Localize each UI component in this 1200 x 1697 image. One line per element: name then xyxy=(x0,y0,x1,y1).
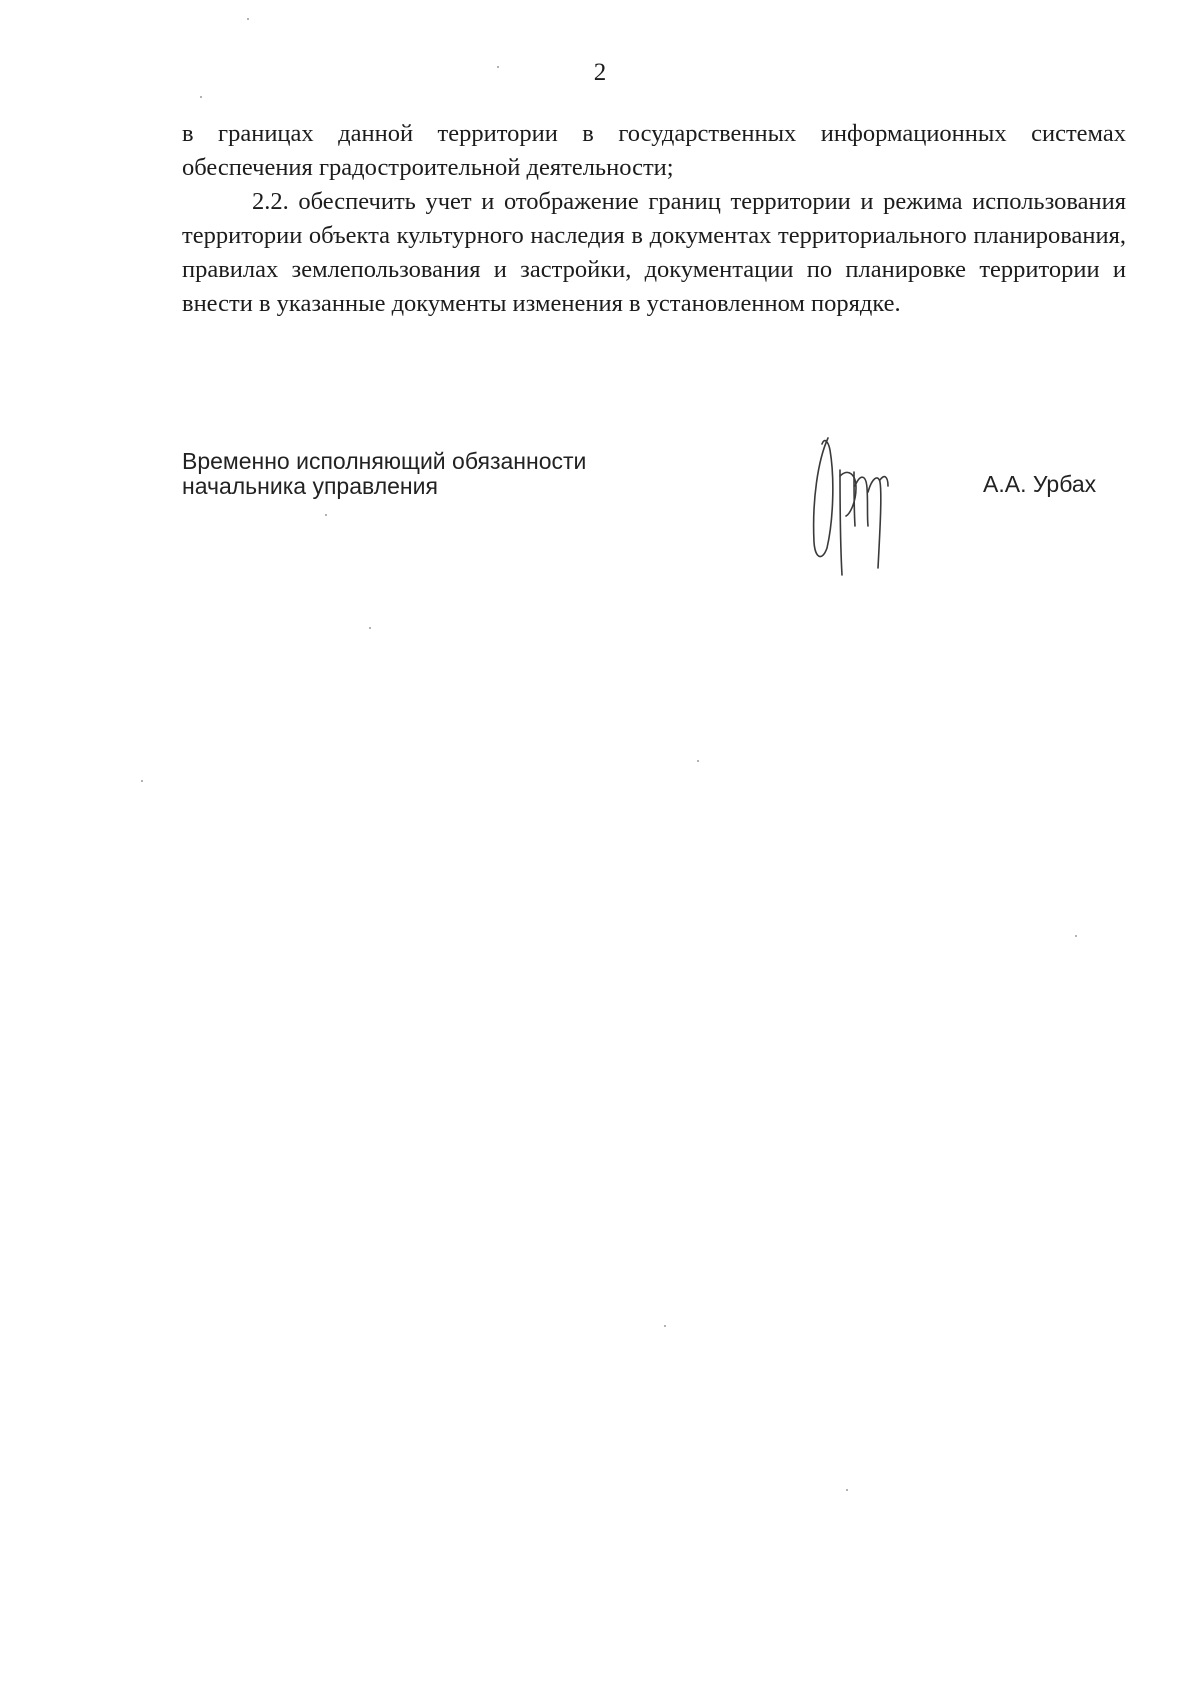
scan-speck xyxy=(1075,935,1077,937)
scan-speck xyxy=(664,1325,666,1327)
document-body xyxy=(182,117,1126,321)
scan-speck xyxy=(497,66,499,68)
signer-name: А.А. Урбах xyxy=(983,471,1097,497)
signatory-position xyxy=(182,449,586,499)
scan-speck xyxy=(247,18,249,20)
scan-speck xyxy=(697,760,699,762)
signatory-position-line-2: начальника управления xyxy=(182,473,438,499)
signatory-position-line-1: Временно исполняющий обязанности xyxy=(182,448,587,474)
paragraph-item-2-2: 2.2. обеспечить учет и отображение границ территории и режима использования территории объекта культурного наследия в документах территориального планирования, правилах землепользования и застройки, документации по планировке территории и внести в указанные документы изменения в установленном порядке. xyxy=(182,188,1126,317)
handwritten-signature xyxy=(800,430,930,580)
scan-speck xyxy=(325,514,327,516)
scan-speck xyxy=(200,96,202,98)
paragraph-continuation: в границах данной территории в государственных информационных системах обеспечения градостроительной деятельности; xyxy=(182,120,1126,181)
scan-speck xyxy=(369,627,371,629)
page-number: 2 xyxy=(593,59,607,86)
scan-speck xyxy=(846,1489,848,1491)
scan-speck xyxy=(141,780,143,782)
